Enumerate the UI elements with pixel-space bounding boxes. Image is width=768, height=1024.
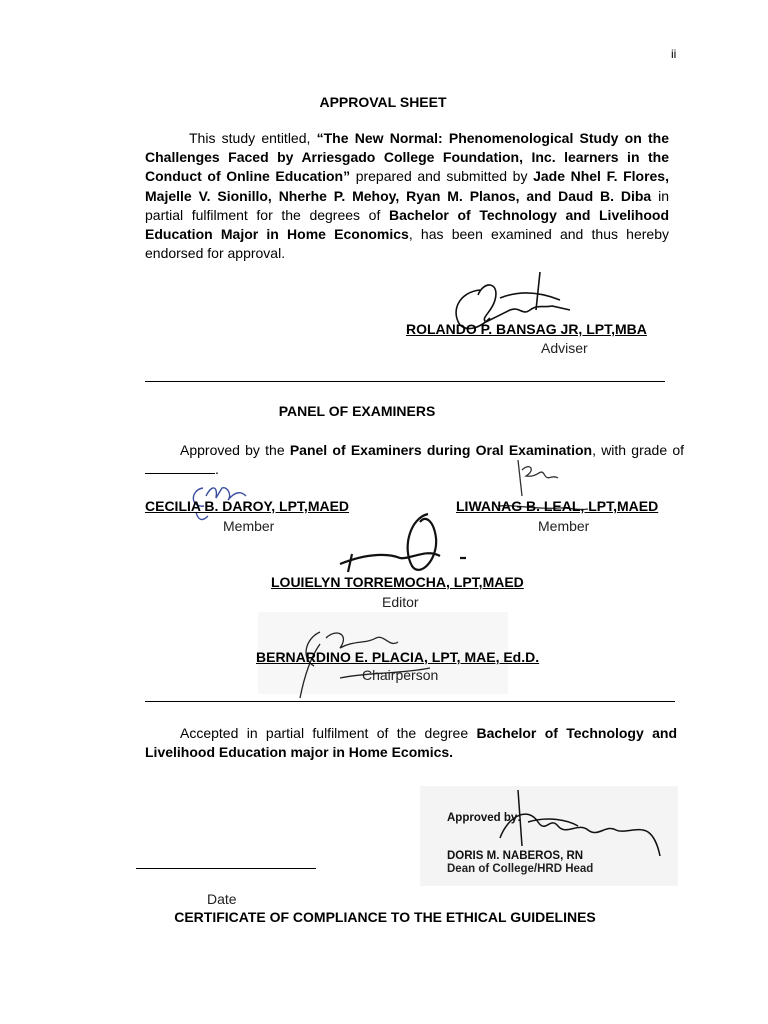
intro-text-3: in partial fulfilment for the degrees of bbox=[145, 187, 669, 223]
panel-text-1: Approved by the bbox=[180, 442, 290, 458]
date-label: Date bbox=[207, 891, 237, 907]
page-number: ii bbox=[671, 47, 677, 61]
section-divider-2 bbox=[145, 701, 675, 702]
chair-role: Chairperson bbox=[362, 667, 439, 683]
adviser-role: Adviser bbox=[541, 340, 588, 356]
authors: Jade Nhel F. Flores, Majelle V. Sionillo, Nherhe P. Mehoy, Ryan M. Planos, and Daud B. Diba bbox=[145, 168, 669, 204]
dean-title: Dean of College/HRD Head bbox=[447, 863, 594, 875]
intro-text-2: prepared and submitted by bbox=[350, 168, 534, 185]
grade-blank bbox=[145, 461, 215, 474]
intro-text-1: This study entitled, bbox=[189, 130, 317, 146]
date-line bbox=[136, 868, 316, 869]
member-2-role: Member bbox=[538, 518, 590, 534]
intro-text-4: , has been examined and thus hereby endorsed for approval. bbox=[145, 226, 669, 262]
member-1-role: Member bbox=[223, 518, 275, 534]
panel-exam-label: Panel of Examiners during Oral Examination bbox=[289, 442, 593, 458]
section-divider bbox=[145, 381, 665, 382]
degree: Bachelor of Technology and Livelihood Education Major in Home Economics bbox=[145, 206, 669, 243]
member-1-name: CECILIA B. DAROY, LPT,MAED bbox=[145, 498, 350, 514]
approved-by-label: Approved by: bbox=[447, 812, 522, 824]
intro-paragraph bbox=[145, 129, 669, 263]
dean-name: DORIS M. NABEROS, RN bbox=[447, 850, 584, 862]
panel-text-2: , with grade of bbox=[592, 442, 685, 458]
panel-title: PANEL OF EXAMINERS bbox=[278, 403, 436, 419]
accepted-text: Accepted in partial fulfilment of the degree bbox=[180, 725, 477, 741]
chair-name: BERNARDINO E. PLACIA, LPT, MAE, Ed.D. bbox=[256, 649, 540, 665]
accepted-degree: Bachelor of Technology and Livelihood Education major in Home Ecomics. bbox=[145, 725, 677, 761]
adviser-name: ROLANDO P. BANSAG JR, LPT,MBA bbox=[406, 321, 647, 337]
editor-name: LOUIELYN TORREMOCHA, LPT,MAED bbox=[271, 574, 524, 590]
member-2-name: LIWANAG B. LEAL, LPT,MAED bbox=[456, 498, 659, 514]
panel-text-3: . bbox=[215, 461, 219, 478]
page-title: APPROVAL SHEET bbox=[319, 94, 447, 110]
accepted-paragraph bbox=[145, 724, 677, 762]
editor-role: Editor bbox=[382, 594, 419, 610]
study-title: “The New Normal: Phenomenological Study on the Challenges Faced by Arriesgado College Foundation, Inc. learners in the Conduct of Online Education” bbox=[145, 130, 669, 185]
panel-paragraph bbox=[145, 441, 684, 479]
dean-signature bbox=[488, 786, 668, 866]
footer-heading: CERTIFICATE OF COMPLIANCE TO THE ETHICAL GUIDELINES bbox=[174, 909, 596, 925]
